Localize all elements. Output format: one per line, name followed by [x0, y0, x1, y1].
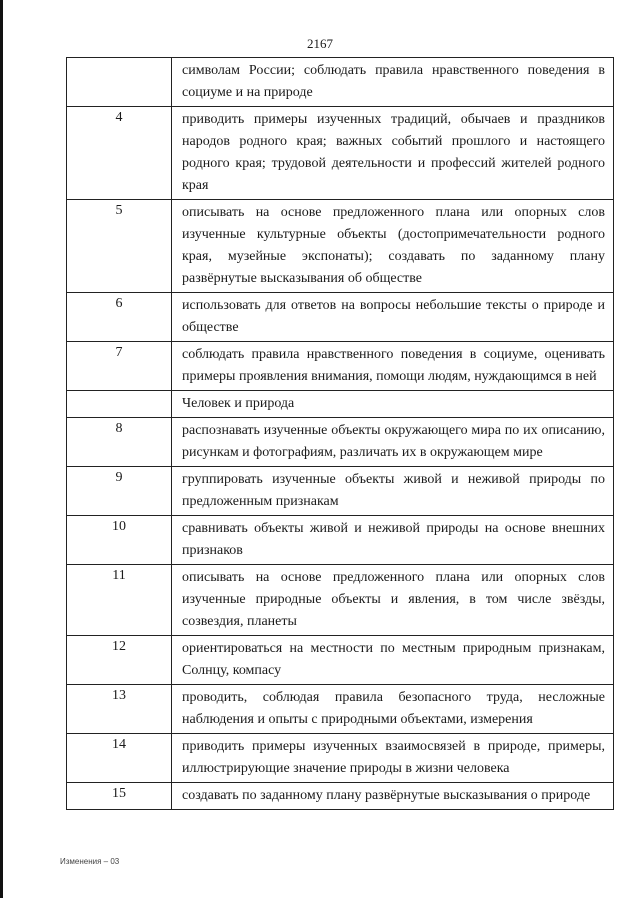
- table-row: [67, 635, 613, 684]
- table-row: [67, 106, 613, 199]
- row-number: 10: [67, 516, 172, 564]
- row-number: [67, 58, 172, 106]
- row-text: приводить примеры изученных взаимосвязей в природе, примеры, иллюстрирующие значение природы в жизни человека: [182, 739, 605, 776]
- row-number: 6: [67, 293, 172, 341]
- row-text: распознавать изученные объекты окружающего мира по их описанию, рисункам и фотографиям, различать их в окружающем мире: [182, 423, 605, 460]
- row-text: описывать на основе предложенного плана или опорных слов изученные природные объекты и явления, в том числе звёзды, созвездия, планеты: [182, 570, 605, 629]
- row-number: 14: [67, 734, 172, 782]
- table-row: [67, 466, 613, 515]
- row-text: описывать на основе предложенного плана или опорных слов изученные культурные объекты (достопримечательности родного края, музейные экспонаты); создавать по заданному плану развёрнутые высказывания об обществе: [182, 205, 605, 286]
- scan-edge: [0, 0, 3, 898]
- row-number: 8: [67, 418, 172, 466]
- row-text: Человек и природа: [182, 396, 295, 411]
- row-text: символам России; соблюдать правила нравственного поведения в социуме и на природе: [182, 63, 605, 100]
- table-row: [67, 58, 613, 106]
- row-number: [67, 391, 172, 417]
- page-number: 2167: [307, 36, 333, 51]
- footer-note: Изменения – 03: [60, 857, 120, 866]
- row-text: проводить, соблюдая правила безопасного труда, несложные наблюдения и опыты с природными объектами, измерения: [182, 690, 605, 727]
- row-number: 9: [67, 467, 172, 515]
- row-text: ориентироваться на местности по местным природным признакам, Солнцу, компасу: [182, 641, 605, 678]
- table-row: [67, 564, 613, 635]
- table-row: [67, 733, 613, 782]
- row-number: 7: [67, 342, 172, 390]
- requirements-table: [66, 57, 614, 810]
- row-number: 5: [67, 200, 172, 292]
- table-row: [67, 292, 613, 341]
- row-number: 13: [67, 685, 172, 733]
- row-number: 11: [67, 565, 172, 635]
- row-number: 4: [67, 107, 172, 199]
- row-text: использовать для ответов на вопросы небольшие тексты о природе и обществе: [182, 298, 605, 335]
- table-row: [67, 782, 613, 809]
- table-row: [67, 417, 613, 466]
- table-row: [67, 684, 613, 733]
- row-text: группировать изученные объекты живой и неживой природы по предложенным признакам: [182, 472, 605, 509]
- table-row: [67, 341, 613, 390]
- row-text: создавать по заданному плану развёрнутые высказывания о природе: [182, 788, 591, 803]
- table-row: [67, 199, 613, 292]
- row-text: соблюдать правила нравственного поведения в социуме, оценивать примеры проявления внимания, помощи людям, нуждающимся в ней: [182, 347, 605, 384]
- row-text: приводить примеры изученных традиций, обычаев и праздников народов родного края; важных событий прошлого и настоящего родного края; трудовой деятельности и профессий жителей родного края: [182, 112, 605, 193]
- row-text: сравнивать объекты живой и неживой природы на основе внешних признаков: [182, 521, 605, 558]
- row-number: 12: [67, 636, 172, 684]
- table-row: [67, 515, 613, 564]
- table-row: [67, 390, 613, 417]
- row-number: 15: [67, 783, 172, 809]
